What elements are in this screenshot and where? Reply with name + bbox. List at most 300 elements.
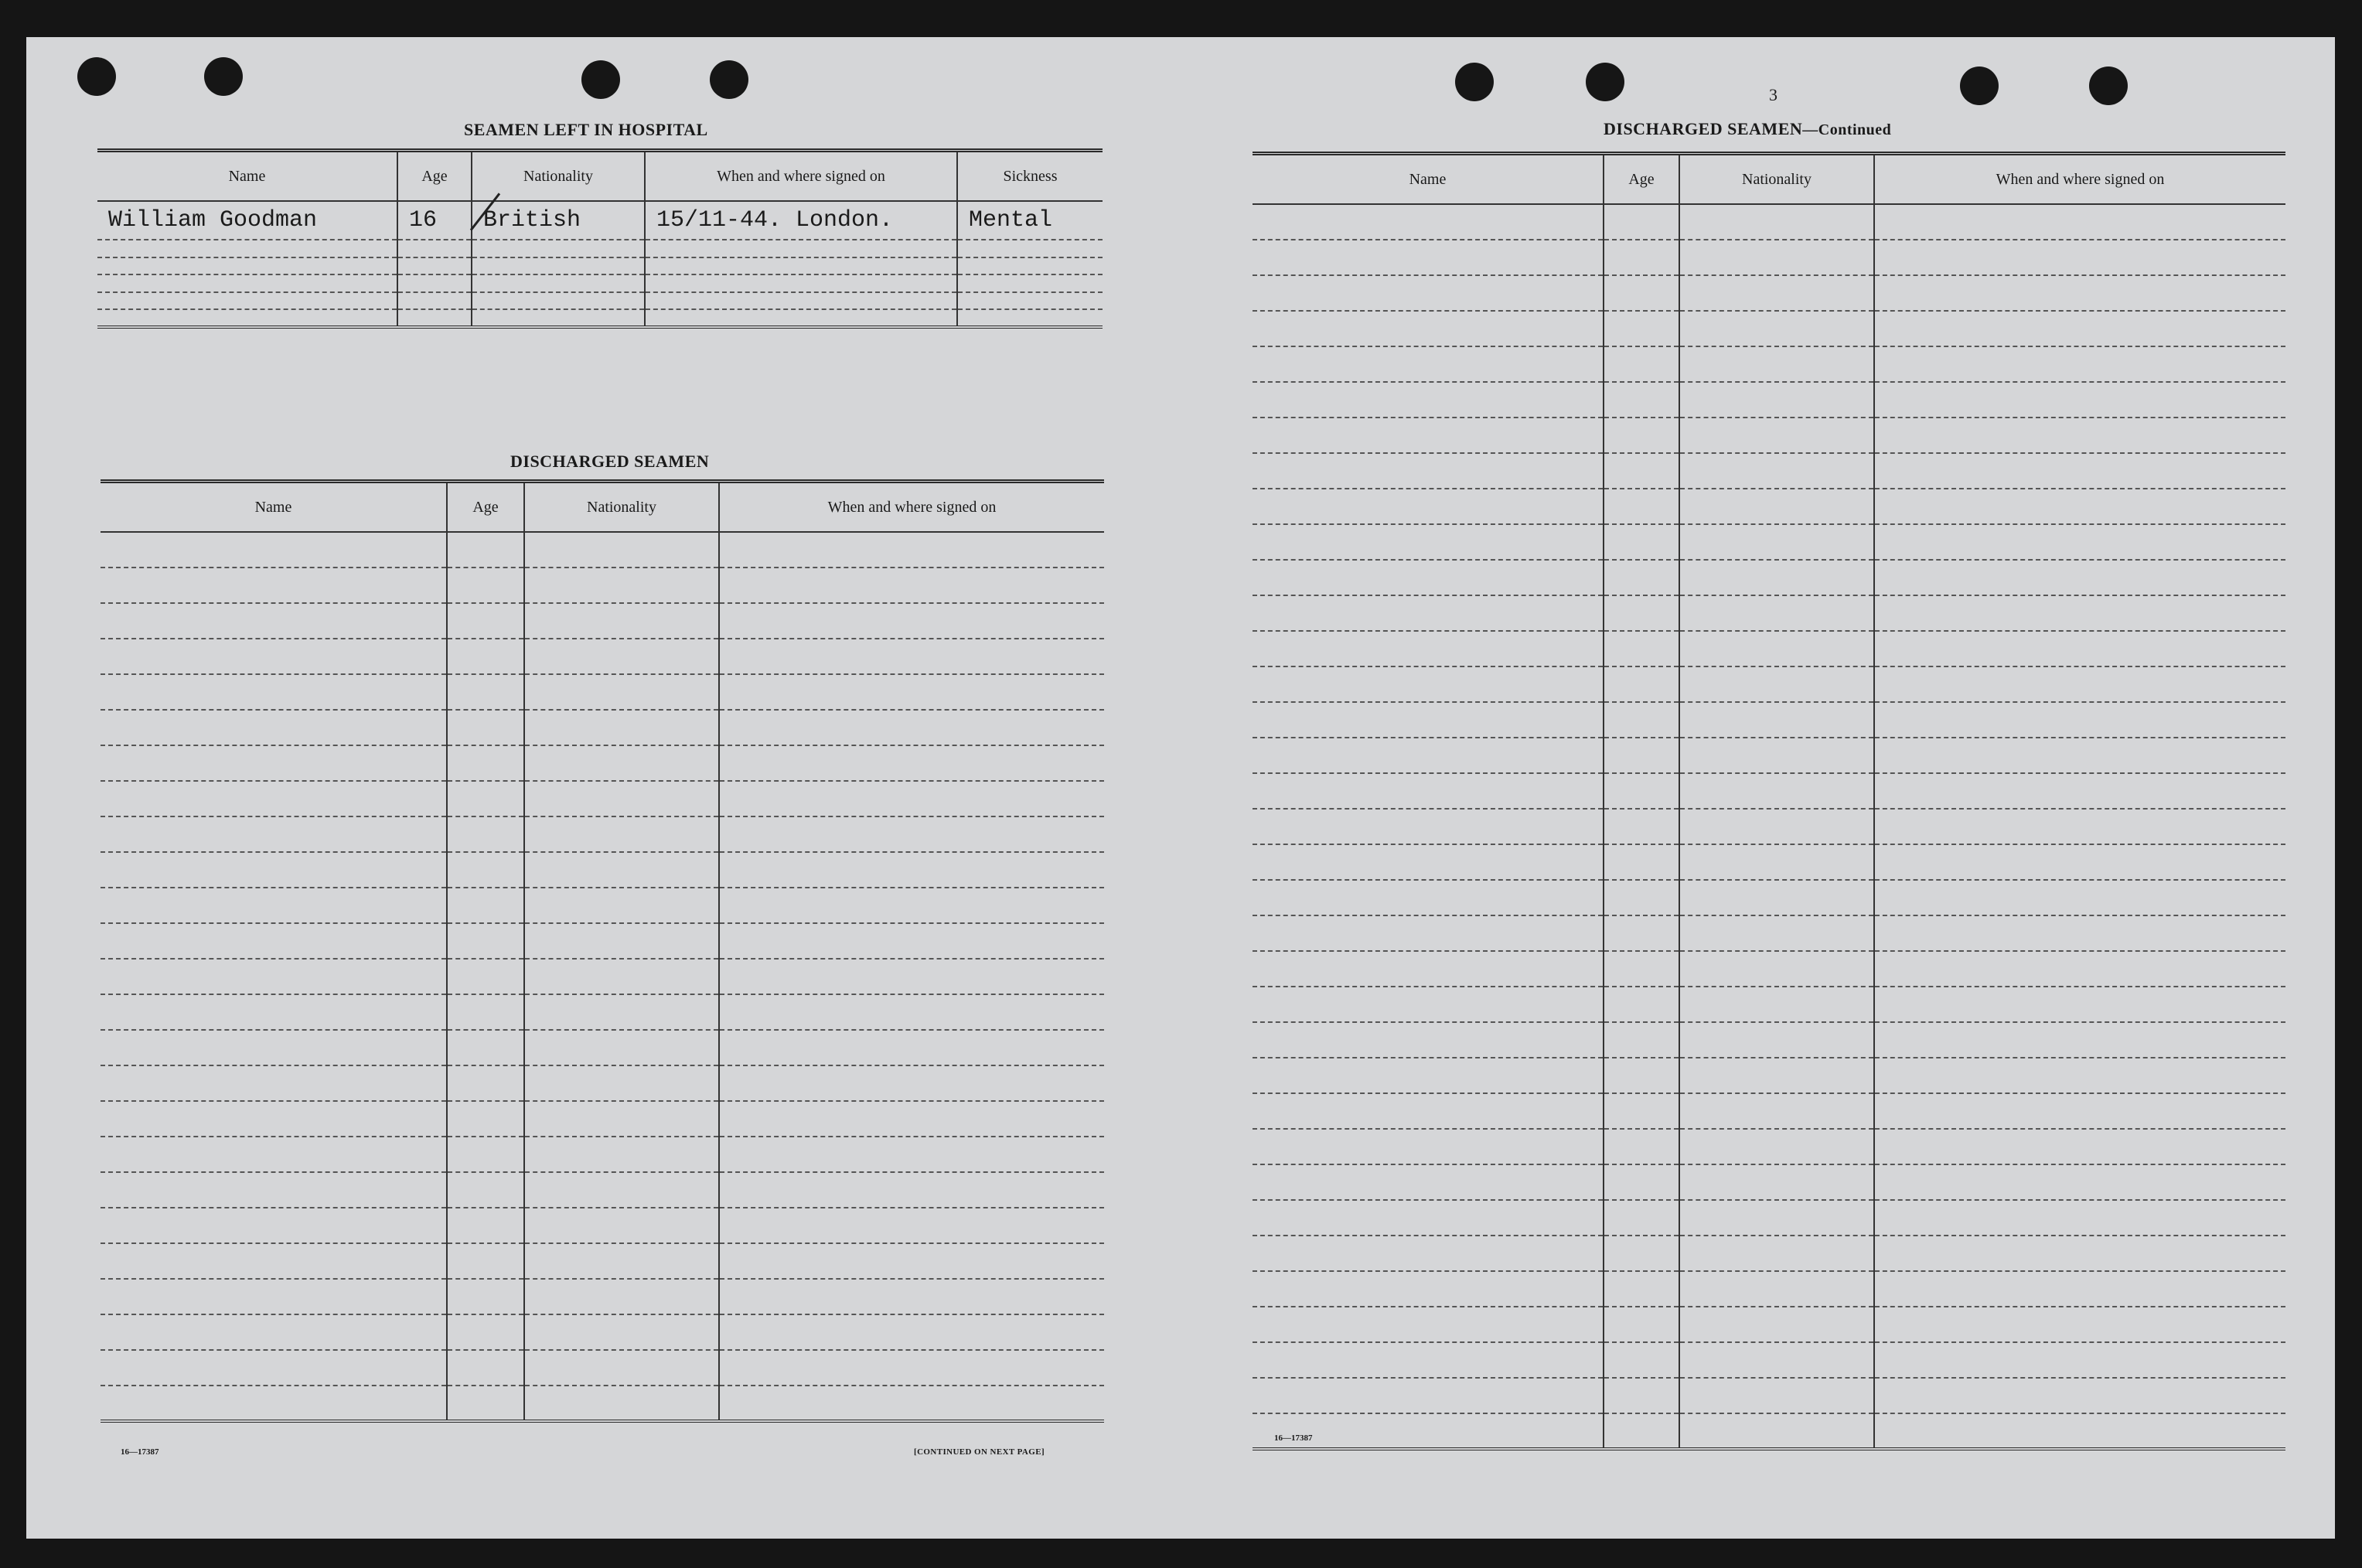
table-cell: [472, 257, 645, 275]
header-age: Age: [447, 482, 524, 533]
form-number: 16—17387: [1274, 1433, 1313, 1443]
table-cell: [1874, 346, 2285, 382]
table-cell: [1253, 1342, 1604, 1378]
table-cell: [1253, 240, 1604, 275]
table-cell: [524, 1030, 719, 1065]
table-cell: [1679, 1093, 1874, 1129]
table-cell: [1679, 915, 1874, 951]
table-cell: [101, 781, 447, 816]
table-cell: [524, 710, 719, 745]
table-row: [1253, 1413, 2285, 1449]
table-cell: [719, 1030, 1104, 1065]
hospital-table: [97, 148, 1103, 329]
discharged-continued-title-main: DISCHARGED SEAMEN: [1604, 119, 1803, 138]
table-cell: [1874, 1058, 2285, 1093]
form-number: 16—17387: [121, 1447, 159, 1457]
table-cell: [719, 710, 1104, 745]
table-cell: [1253, 346, 1604, 382]
table-cell: [1679, 987, 1874, 1022]
table-cell: [719, 639, 1104, 674]
discharged-section-title: DISCHARGED SEAMEN: [510, 452, 710, 471]
header-signed-on: When and where signed on: [719, 482, 1104, 533]
table-row: [101, 1386, 1104, 1421]
table-row: [101, 745, 1104, 781]
table-cell: [1679, 1058, 1874, 1093]
table-cell: [1604, 702, 1679, 738]
table-cell: [1679, 666, 1874, 702]
table-cell: [719, 1386, 1104, 1421]
table-cell: [524, 1279, 719, 1314]
table-cell: [1874, 844, 2285, 880]
table-cell: [1874, 1129, 2285, 1164]
table-cell: [719, 852, 1104, 888]
table-cell: [1604, 346, 1679, 382]
table-row: [101, 532, 1104, 568]
table-cell: [101, 1279, 447, 1314]
table-cell: [1253, 1413, 1604, 1449]
table-cell: [1253, 1307, 1604, 1342]
table-row: [1253, 702, 2285, 738]
table-row: [101, 923, 1104, 959]
table-cell: [101, 816, 447, 852]
header-nationality: Nationality: [472, 151, 645, 202]
punch-hole-4: [710, 60, 748, 99]
table-cell: [447, 532, 524, 568]
seaman-sickness: Mental: [957, 201, 1103, 240]
table-cell: [1604, 418, 1679, 453]
table-cell: [447, 1314, 524, 1350]
table-cell: [447, 852, 524, 888]
table-cell: [1253, 1164, 1604, 1200]
continued-note: [CONTINUED ON NEXT PAGE]: [914, 1447, 1045, 1457]
table-row: [97, 292, 1103, 310]
table-cell: [719, 532, 1104, 568]
table-cell: [1874, 1342, 2285, 1378]
table-cell: [645, 309, 957, 327]
table-cell: [1604, 915, 1679, 951]
header-sickness: Sickness: [957, 151, 1103, 202]
table-cell: [1253, 489, 1604, 524]
table-cell: [1874, 1236, 2285, 1271]
table-cell: [1679, 773, 1874, 809]
punch-hole-1: [77, 57, 116, 96]
header-name: Name: [1253, 154, 1604, 205]
table-row: [1253, 1342, 2285, 1378]
table-row: [101, 1137, 1104, 1172]
table-row: [101, 568, 1104, 603]
table-cell: [1874, 809, 2285, 844]
table-cell: [1604, 987, 1679, 1022]
table-row: [101, 1314, 1104, 1350]
table-cell: [1604, 880, 1679, 915]
table-cell: [1679, 1378, 1874, 1413]
table-cell: [447, 1101, 524, 1137]
table-row: [101, 1208, 1104, 1243]
table-cell: [447, 710, 524, 745]
table-cell: [524, 1137, 719, 1172]
table-row: [101, 852, 1104, 888]
table-cell: [472, 292, 645, 310]
table-cell: [1604, 311, 1679, 346]
table-cell: [1253, 666, 1604, 702]
table-cell: [1679, 311, 1874, 346]
header-signed-on: When and where signed on: [1874, 154, 2285, 205]
discharged-continued-table: [1253, 152, 2285, 1450]
table-cell: [1874, 880, 2285, 915]
table-cell: [447, 1030, 524, 1065]
table-cell: [1679, 418, 1874, 453]
table-cell: [1679, 1200, 1874, 1236]
table-cell: [1253, 1271, 1604, 1307]
table-row: [101, 1243, 1104, 1279]
table-cell: [1679, 204, 1874, 240]
table-cell: [97, 257, 397, 275]
table-cell: [1874, 1413, 2285, 1449]
table-cell: [524, 852, 719, 888]
seaman-name: William Goodman: [97, 201, 397, 240]
punch-hole-8: [2089, 66, 2128, 105]
hospital-header-row: [97, 151, 1103, 202]
table-cell: [1604, 1200, 1679, 1236]
table-cell: [719, 1243, 1104, 1279]
table-cell: [101, 1314, 447, 1350]
table-cell: [447, 745, 524, 781]
table-cell: [524, 1350, 719, 1386]
table-cell: [1874, 1164, 2285, 1200]
table-cell: [1874, 702, 2285, 738]
punch-hole-3: [581, 60, 620, 99]
table-cell: [1604, 1413, 1679, 1449]
table-cell: [1874, 1271, 2285, 1307]
table-cell: [957, 309, 1103, 327]
table-cell: [1253, 560, 1604, 595]
table-cell: [101, 745, 447, 781]
table-cell: [524, 1208, 719, 1243]
table-cell: [447, 568, 524, 603]
table-cell: [1874, 1093, 2285, 1129]
table-cell: [1604, 1129, 1679, 1164]
table-cell: [1253, 915, 1604, 951]
table-cell: [1679, 1164, 1874, 1200]
table-cell: [1874, 595, 2285, 631]
table-cell: [447, 959, 524, 994]
table-cell: [1253, 1378, 1604, 1413]
table-cell: [1679, 844, 1874, 880]
table-cell: [719, 1314, 1104, 1350]
table-cell: [101, 532, 447, 568]
table-cell: [719, 745, 1104, 781]
table-cell: [397, 292, 472, 310]
table-row: [1253, 1378, 2285, 1413]
table-row: [1253, 240, 2285, 275]
header-age: Age: [1604, 154, 1679, 205]
table-cell: [719, 1350, 1104, 1386]
table-row: [1253, 1022, 2285, 1058]
table-cell: [1253, 1093, 1604, 1129]
header-nationality: Nationality: [524, 482, 719, 533]
discharged-continued-title: [1604, 119, 1891, 139]
table-cell: [447, 923, 524, 959]
table-cell: [1604, 240, 1679, 275]
table-cell: [1604, 1093, 1679, 1129]
table-row: [1253, 880, 2285, 915]
table-cell: [1874, 1022, 2285, 1058]
table-cell: [719, 1101, 1104, 1137]
table-cell: [1253, 311, 1604, 346]
seaman-age: 16: [397, 201, 472, 240]
table-cell: [1679, 1022, 1874, 1058]
table-cell: [1253, 453, 1604, 489]
table-row: [97, 274, 1103, 292]
table-row: [97, 309, 1103, 327]
table-cell: [101, 888, 447, 923]
table-cell: [719, 568, 1104, 603]
table-cell: [1874, 987, 2285, 1022]
table-cell: [1679, 631, 1874, 666]
table-cell: [447, 1172, 524, 1208]
table-cell: [1679, 560, 1874, 595]
table-cell: [1253, 418, 1604, 453]
table-cell: [101, 674, 447, 710]
table-cell: [1874, 240, 2285, 275]
table-cell: [1253, 1200, 1604, 1236]
table-cell: [1604, 1271, 1679, 1307]
table-cell: [1679, 382, 1874, 418]
table-cell: [101, 852, 447, 888]
table-cell: [397, 257, 472, 275]
table-cell: [524, 1386, 719, 1421]
table-cell: [447, 1208, 524, 1243]
table-cell: [1253, 1236, 1604, 1271]
table-cell: [1253, 1129, 1604, 1164]
table-cell: [101, 1030, 447, 1065]
table-cell: [1253, 880, 1604, 915]
table-cell: [101, 710, 447, 745]
table-cell: [447, 1279, 524, 1314]
table-cell: [101, 1137, 447, 1172]
table-row: [1253, 631, 2285, 666]
table-cell: [447, 603, 524, 639]
table-cell: [1874, 631, 2285, 666]
table-row: [1253, 1129, 2285, 1164]
table-cell: [524, 745, 719, 781]
table-row: [1253, 666, 2285, 702]
table-cell: [524, 1101, 719, 1137]
table-cell: [1253, 275, 1604, 311]
table-cell: [1604, 1236, 1679, 1271]
table-cell: [447, 816, 524, 852]
table-cell: [524, 603, 719, 639]
page-number: 3: [1769, 85, 1777, 104]
table-cell: [1253, 773, 1604, 809]
table-cell: [524, 1065, 719, 1101]
table-cell: [447, 1137, 524, 1172]
table-cell: [97, 292, 397, 310]
table-row: [1253, 453, 2285, 489]
table-cell: [1679, 595, 1874, 631]
table-cell: [1874, 418, 2285, 453]
discharged-table: [101, 479, 1104, 1423]
table-cell: [1874, 275, 2285, 311]
table-cell: [1604, 560, 1679, 595]
table-row: [1253, 1164, 2285, 1200]
table-cell: [524, 1172, 719, 1208]
table-cell: [719, 1065, 1104, 1101]
table-cell: [101, 1350, 447, 1386]
punch-hole-2: [204, 57, 243, 96]
table-cell: [524, 816, 719, 852]
table-cell: [524, 994, 719, 1030]
table-cell: [101, 639, 447, 674]
table-cell: [101, 1386, 447, 1421]
table-cell: [1604, 1378, 1679, 1413]
table-cell: [1679, 809, 1874, 844]
discharged-continued-header-row: [1253, 154, 2285, 205]
table-cell: [101, 994, 447, 1030]
table-row: [1253, 951, 2285, 987]
table-cell: [524, 923, 719, 959]
table-cell: [957, 292, 1103, 310]
table-cell: [1604, 773, 1679, 809]
discharged-continued-suffix: —Continued: [1802, 121, 1892, 138]
table-cell: [1679, 702, 1874, 738]
table-cell: [719, 1137, 1104, 1172]
table-cell: [645, 292, 957, 310]
table-cell: [1874, 951, 2285, 987]
table-cell: [1679, 346, 1874, 382]
table-cell: [1253, 987, 1604, 1022]
table-cell: [101, 1101, 447, 1137]
table-cell: [719, 994, 1104, 1030]
table-cell: [1253, 595, 1604, 631]
table-cell: [524, 888, 719, 923]
table-cell: [1874, 773, 2285, 809]
table-row: [101, 1279, 1104, 1314]
table-cell: [397, 274, 472, 292]
header-nationality: Nationality: [1679, 154, 1874, 205]
table-cell: [472, 240, 645, 257]
table-row: [97, 257, 1103, 275]
table-row: [101, 710, 1104, 745]
table-cell: [1874, 666, 2285, 702]
table-cell: [397, 309, 472, 327]
table-cell: [1679, 1271, 1874, 1307]
table-cell: [1874, 1307, 2285, 1342]
punch-hole-5: [1455, 63, 1494, 101]
table-cell: [1874, 1200, 2285, 1236]
ledger-sheet: [26, 37, 2335, 1539]
table-cell: [1604, 204, 1679, 240]
table-row: [1253, 524, 2285, 560]
table-cell: [1874, 453, 2285, 489]
table-cell: [1604, 1307, 1679, 1342]
table-cell: [1679, 240, 1874, 275]
table-cell: [97, 240, 397, 257]
table-row: [101, 959, 1104, 994]
seaman-nationality: British: [472, 201, 645, 240]
table-cell: [1874, 311, 2285, 346]
table-cell: [1604, 382, 1679, 418]
table-row: [1253, 809, 2285, 844]
table-cell: [1253, 1022, 1604, 1058]
table-cell: [1874, 489, 2285, 524]
table-cell: [1874, 915, 2285, 951]
table-cell: [1253, 702, 1604, 738]
table-cell: [1679, 453, 1874, 489]
table-row: [1253, 275, 2285, 311]
table-cell: [1604, 1342, 1679, 1378]
table-cell: [1604, 489, 1679, 524]
table-cell: [447, 674, 524, 710]
table-cell: [1253, 738, 1604, 773]
table-cell: [719, 888, 1104, 923]
table-cell: [97, 274, 397, 292]
table-cell: [1679, 951, 1874, 987]
header-name: Name: [101, 482, 447, 533]
table-cell: [719, 923, 1104, 959]
table-cell: [1874, 738, 2285, 773]
table-cell: [719, 1208, 1104, 1243]
table-cell: [524, 781, 719, 816]
header-age: Age: [397, 151, 472, 202]
hospital-section-title: SEAMEN LEFT IN HOSPITAL: [464, 120, 708, 139]
table-row: [101, 888, 1104, 923]
table-cell: [1874, 524, 2285, 560]
table-cell: [1604, 1022, 1679, 1058]
table-cell: [1679, 880, 1874, 915]
table-row: [101, 674, 1104, 710]
table-row: [1253, 1093, 2285, 1129]
table-cell: [1253, 382, 1604, 418]
table-cell: [1253, 524, 1604, 560]
header-name: Name: [97, 151, 397, 202]
table-row: [1253, 1200, 2285, 1236]
table-row: [1253, 560, 2285, 595]
table-row: [101, 1350, 1104, 1386]
table-cell: [524, 674, 719, 710]
table-cell: [719, 603, 1104, 639]
table-cell: [101, 1208, 447, 1243]
table-cell: [957, 257, 1103, 275]
table-cell: [1604, 738, 1679, 773]
table-cell: [1253, 809, 1604, 844]
table-row: [1253, 1307, 2285, 1342]
table-cell: [645, 240, 957, 257]
table-cell: [1874, 560, 2285, 595]
table-cell: [472, 274, 645, 292]
table-row: [1253, 418, 2285, 453]
table-cell: [447, 1350, 524, 1386]
table-row: [1253, 1236, 2285, 1271]
table-row: [1253, 595, 2285, 631]
table-cell: [1604, 844, 1679, 880]
table-row: [1253, 382, 2285, 418]
table-cell: [1679, 1413, 1874, 1449]
table-row: [101, 603, 1104, 639]
table-row: [1253, 844, 2285, 880]
table-cell: [101, 959, 447, 994]
table-row: [101, 639, 1104, 674]
table-cell: [101, 1243, 447, 1279]
table-cell: [524, 1314, 719, 1350]
table-row: [101, 1030, 1104, 1065]
header-signed-on: When and where signed on: [645, 151, 957, 202]
table-cell: [447, 1243, 524, 1279]
table-row: [101, 994, 1104, 1030]
table-cell: [101, 1172, 447, 1208]
table-cell: [957, 274, 1103, 292]
table-row: [101, 781, 1104, 816]
